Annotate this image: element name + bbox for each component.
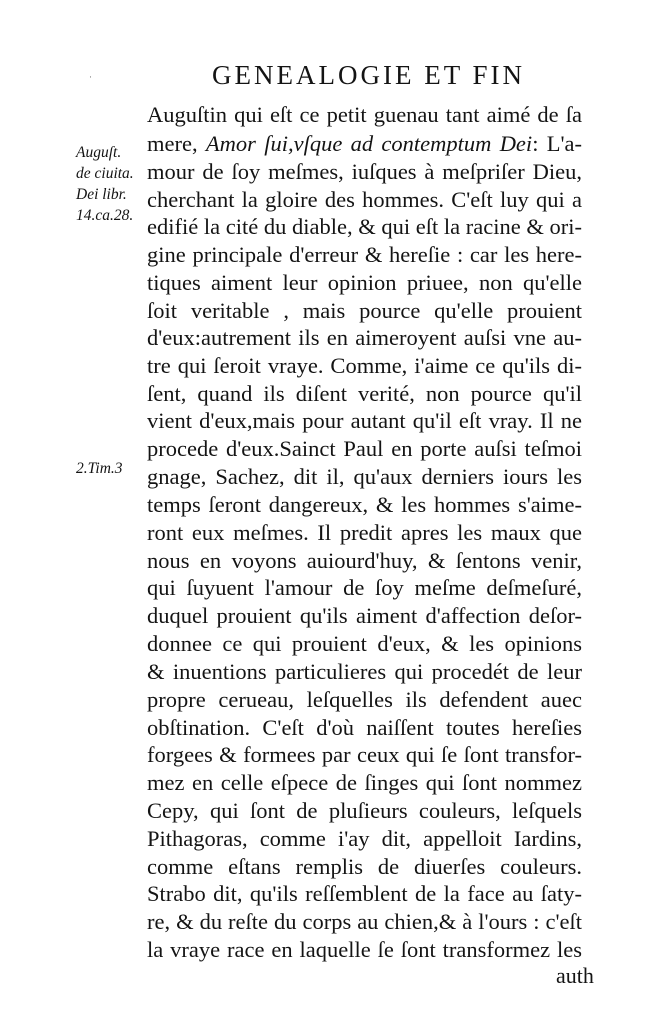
- text-line-3: mour de ſoy meſmes, iuſques à meſpriſer Dieu,: [147, 159, 582, 184]
- text-line-9: d'eux:autrement ils en aimeroyent auſsi vne au-: [147, 325, 582, 350]
- text-line-13: procede d'eux.Sainct Paul en porte auſsi teſmoi: [147, 436, 582, 461]
- text-line-11: ſent, quand ils diſent verité, non pource qu'il: [147, 381, 582, 406]
- catchword: auth: [556, 963, 594, 988]
- text-line-2-end: : L'a-: [532, 131, 583, 156]
- text-line-5: edifié la cité du diable, & qui eſt la racine & ori-: [147, 214, 582, 239]
- text-line-21: & inuentions particulieres qui procedét de leur: [147, 659, 582, 684]
- text-line-17: nous en voyons auiourd'huy, & ſentons venir,: [147, 548, 582, 573]
- text-line-10: tre qui ſeroit vraye. Comme, i'aime ce qu'ils di-: [147, 353, 582, 378]
- text-line-20: donnee ce qui prouient d'eux, & les opinions: [147, 631, 582, 656]
- text-line-2-start: mere,: [147, 131, 206, 156]
- margin-note-august: Auguſt.: [76, 144, 122, 161]
- text-line-6: gine principale d'erreur & hereſie : car les here-: [147, 242, 582, 267]
- text-line-8: ſoit veritable , mais pource qu'elle prouient: [147, 298, 582, 323]
- page-speck: ·: [89, 72, 92, 82]
- margin-note-2-tim: 2.Tim.3: [76, 460, 123, 477]
- text-line-12: vient d'eux,mais pour autant qu'il eſt vray. Il ne: [147, 408, 582, 433]
- text-line-2: [147, 131, 582, 157]
- text-line-26: Cepy, qui ſont de pluſieurs couleurs, leſquels: [147, 798, 582, 823]
- text-line-14: gnage, Sachez, dit il, qu'aux derniers iours les: [147, 464, 582, 489]
- latin-quote: Amor ſui,vſque ad contemptum Dei: [205, 131, 533, 156]
- text-line-24: forgees & formees par ceux qui ſe ſont transfor-: [147, 742, 582, 767]
- text-line-1: Auguſtin qui eſt ce petit guenau tant aimé de ſa: [147, 102, 582, 127]
- running-head: GENEALOGIE ET FIN: [212, 60, 525, 90]
- text-line-18: qui ſuyuent l'amour de ſoy meſme deſmeſuré,: [147, 575, 582, 600]
- text-line-30: re, & du reſte du corps au chien,& à l'ours : c'eſt: [147, 909, 582, 934]
- text-line-16: ront eux meſmes. Il predit apres les maux que: [147, 520, 582, 545]
- margin-note-chapter-ref: 14.ca.28.: [76, 207, 134, 224]
- text-line-27: Pithagoras, comme i'ay dit, appelloit Iardins,: [147, 826, 582, 851]
- text-line-19: duquel prouient qu'ils aiment d'affection deſor-: [147, 603, 582, 628]
- text-line-7: tiques aiment leur opinion priuee, non qu'elle: [147, 270, 582, 295]
- text-line-25: mez en celle eſpece de ſinges qui ſont nommez: [147, 770, 582, 795]
- text-line-29: Strabo dit, qu'ils reſſemblent de la face au ſaty-: [147, 881, 582, 906]
- text-line-28: comme eſtans remplis de diuerſes couleurs.: [147, 854, 582, 879]
- margin-note-de-ciuita: de ciuita.: [76, 165, 134, 182]
- text-line-31: la vraye race en laquelle ſe ſont transformez les: [147, 937, 582, 962]
- text-line-15: temps ſeront dangereux, & les hommes s'aime-: [147, 492, 582, 517]
- text-line-4: cherchant la gloire des hommes. C'eſt luy qui a: [147, 187, 582, 212]
- text-line-23: obſtination. C'eſt d'où naiſſent toutes hereſies: [147, 715, 582, 740]
- margin-note-dei-libr: Dei libr.: [76, 186, 127, 203]
- text-line-22: propre cerueau, leſquelles ils defendent auec: [147, 687, 582, 712]
